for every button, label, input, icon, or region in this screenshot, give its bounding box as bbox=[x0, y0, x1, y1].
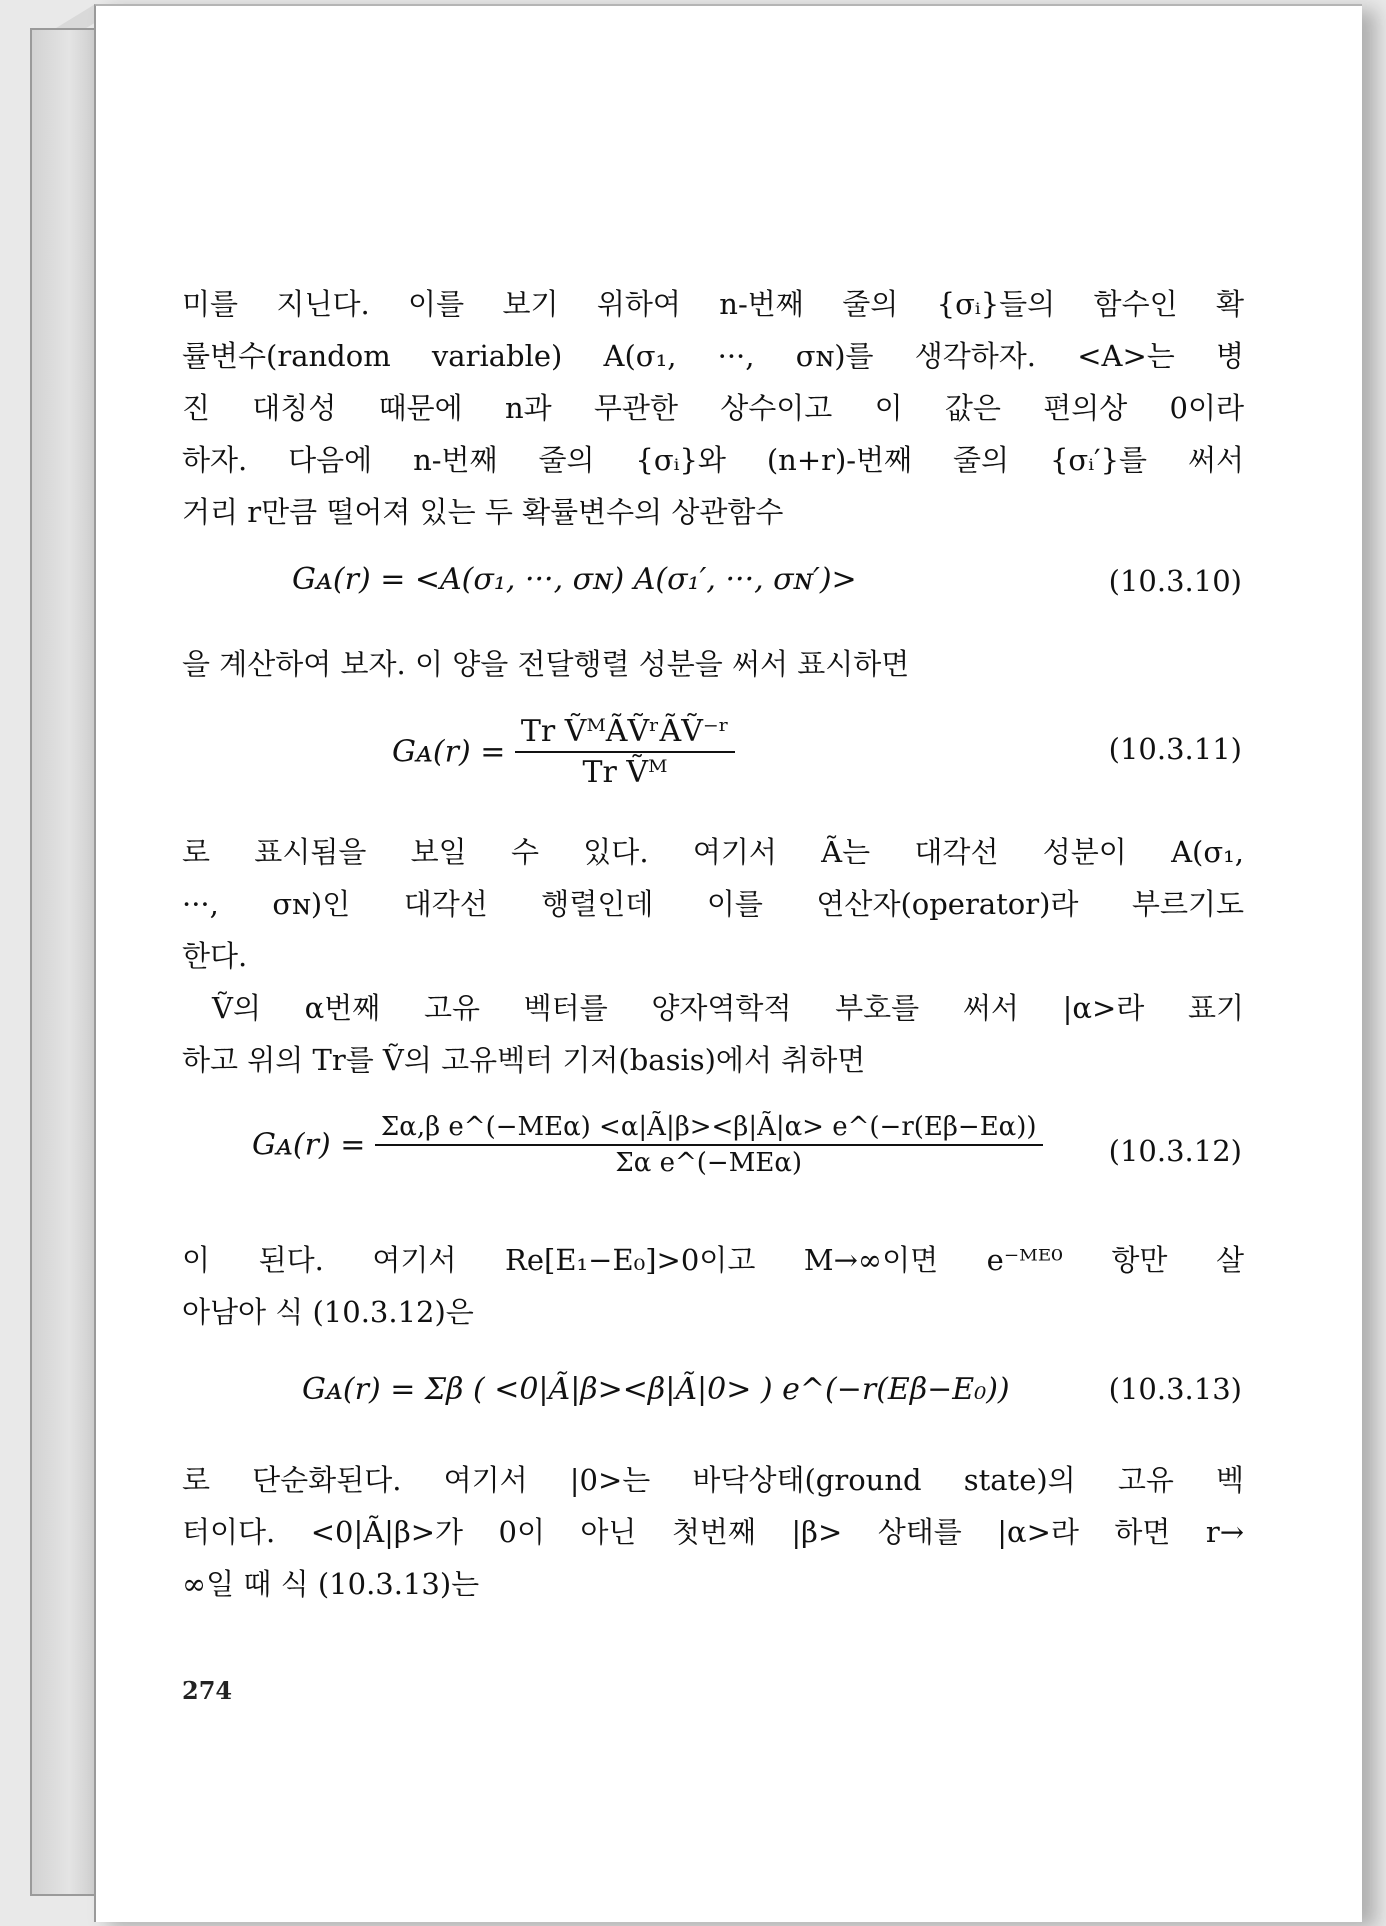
fraction-denominator: Σα e^(−MEα) bbox=[615, 1148, 803, 1178]
paragraph-2 bbox=[182, 638, 1244, 690]
page-content bbox=[182, 278, 1244, 1610]
text-line: ···, σɴ)인 대각선 행렬인데 이를 연산자(operator)라 부르기도 bbox=[182, 887, 1244, 921]
paragraph-4 bbox=[182, 982, 1244, 1086]
paragraph-6 bbox=[182, 1454, 1244, 1610]
book-spine bbox=[30, 28, 96, 1896]
equation-lhs: Gᴀ(r) = bbox=[252, 1127, 366, 1163]
fraction-denominator: Tr Ṽᴹ bbox=[582, 755, 668, 790]
equation-10-3-11 bbox=[182, 704, 1244, 808]
text-line: 로 단순화된다. 여기서 |0>는 바닥상태(ground state)의 고유 벡 bbox=[182, 1463, 1244, 1497]
page-number: 274 bbox=[182, 1676, 233, 1705]
equation-expression bbox=[252, 1112, 1043, 1178]
equation-lhs: Gᴀ(r) = bbox=[392, 734, 506, 770]
text-line: 이 된다. 여기서 Re[E₁−E₀]>0이고 M→∞이면 e⁻ᴹᴱ⁰ 항만 살 bbox=[182, 1243, 1244, 1277]
equation-number: (10.3.12) bbox=[1108, 1134, 1242, 1168]
equation-10-3-13 bbox=[182, 1352, 1244, 1436]
paragraph-1 bbox=[182, 278, 1244, 538]
paragraph-3 bbox=[182, 826, 1244, 982]
text-line: 률변수(random variable) A(σ₁, ···, σɴ)를 생각하자. <A>는 병 bbox=[182, 339, 1244, 373]
equation-expression bbox=[392, 714, 735, 790]
fraction-numerator: Tr ṼᴹÃṼʳÃṼ⁻ʳ bbox=[515, 714, 735, 753]
equation-10-3-12 bbox=[182, 1100, 1244, 1216]
text-line: 하자. 다음에 n-번째 줄의 {σᵢ}와 (n+r)-번째 줄의 {σᵢ′}를 써서 bbox=[182, 443, 1244, 477]
fraction-numerator: Σα,β e^(−MEα) <α|Ã|β><β|Ã|α> e^(−r(Eβ−Eα)) bbox=[375, 1112, 1043, 1146]
equation-number: (10.3.11) bbox=[1108, 732, 1242, 766]
text-line: 아남아 식 (10.3.12)은 bbox=[182, 1295, 474, 1329]
text-line: 로 표시됨을 보일 수 있다. 여기서 Ã는 대각선 성분이 A(σ₁, bbox=[182, 835, 1244, 869]
equation-number: (10.3.13) bbox=[1108, 1372, 1242, 1406]
text-line: 미를 지닌다. 이를 보기 위하여 n-번째 줄의 {σᵢ}들의 함수인 확 bbox=[182, 287, 1244, 321]
text-line: 진 대칭성 때문에 n과 무관한 상수이고 이 값은 편의상 0이라 bbox=[182, 391, 1244, 425]
text-line: 거리 r만큼 떨어져 있는 두 확률변수의 상관함수 bbox=[182, 495, 784, 529]
equation-10-3-10 bbox=[182, 552, 1244, 620]
equation-number: (10.3.10) bbox=[1108, 564, 1242, 598]
paragraph-5 bbox=[182, 1234, 1244, 1338]
text-line: 을 계산하여 보자. 이 양을 전달행렬 성분을 써서 표시하면 bbox=[182, 647, 910, 681]
text-line: 터이다. <0|Ã|β>가 0이 아닌 첫번째 |β> 상태를 |α>라 하면 r→ bbox=[182, 1515, 1244, 1549]
equation-fraction bbox=[375, 1112, 1043, 1178]
text-line: 하고 위의 Tr를 Ṽ의 고유벡터 기저(basis)에서 취하면 bbox=[182, 1043, 866, 1077]
equation-fraction bbox=[515, 714, 735, 790]
equation-expression: Gᴀ(r) = Σβ ( <0|Ã|β><β|Ã|0> ) e^(−r(Eβ−E₀)) bbox=[302, 1372, 1010, 1407]
text-line: Ṽ의 α번째 고유 벡터를 양자역학적 부호를 써서 |α>라 표기 bbox=[212, 991, 1244, 1025]
equation-expression: Gᴀ(r) = <A(σ₁, ···, σɴ) A(σ₁′, ···, σɴ′)> bbox=[292, 562, 857, 597]
text-line: ∞일 때 식 (10.3.13)는 bbox=[182, 1567, 480, 1601]
text-line: 한다. bbox=[182, 939, 248, 973]
